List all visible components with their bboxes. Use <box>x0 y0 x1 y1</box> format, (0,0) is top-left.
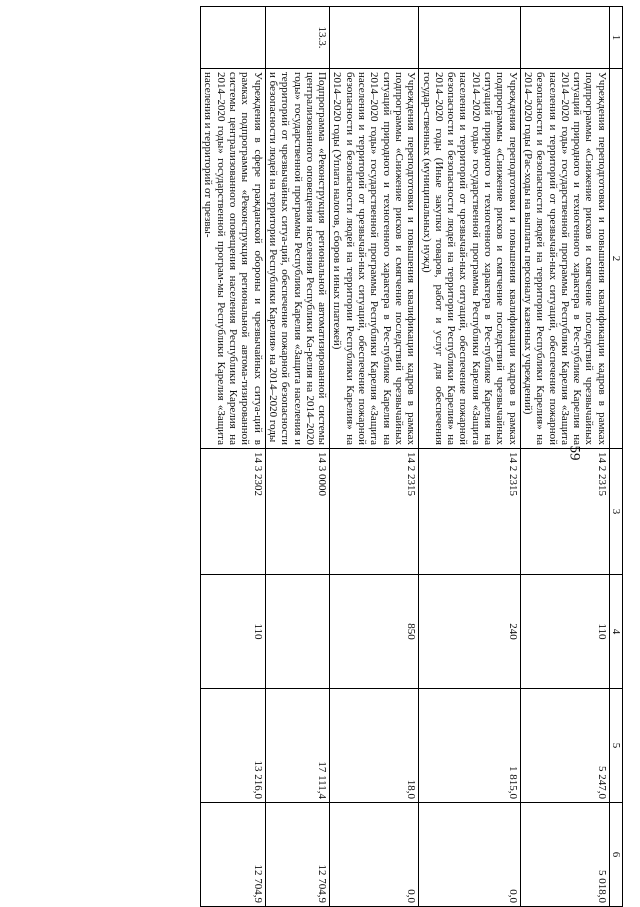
row-description: Учреждения в сфере гражданской обороны и чрезвычайных ситуа-ций в рамках подпрограммы «Реконструкция региональной автома-тизированной системы централизованного оповещения населения Республики Карелия на 2014–2020 годы» государственной програм-мы Республики Карелия «Защита населения и территорий от чрезвы- <box>201 69 265 449</box>
row-description: Учреждения переподготовки и повышения квалификации кадров в рамках подпрограммы «Снижение рисков и смягчение последствий чрезвычайных ситуаций природного и техногенного характера в Рес-публике Карелия на 2014–2020 годы» государственной программы Республики Карелия «Защита населения и территорий от чрезвычай-ных ситуаций, обеспечение пожарной безопасности и безопасности людей на территории Республики Карелия» на 2014–2020 годы (Уплата налогов, сборов и иных платежей) <box>330 69 419 449</box>
col-header-2: 2 <box>609 69 622 449</box>
amount-col-5: 5 247,0 <box>520 689 609 803</box>
expense-type-code: 240 <box>419 575 520 689</box>
target-article-code: 14 3 2302 <box>201 449 265 575</box>
amount-col-6: 5 018,0 <box>520 803 609 907</box>
col-header-5: 5 <box>609 689 622 803</box>
target-article-code: 14 2 2315 <box>520 449 609 575</box>
expense-type-code: 110 <box>520 575 609 689</box>
header-row <box>609 7 622 907</box>
amount-col-6: 0,0 <box>419 803 520 907</box>
table-row <box>201 7 265 907</box>
target-article-code: 14 3 0000 <box>265 449 329 575</box>
table-row <box>520 7 609 907</box>
table-row <box>265 7 329 907</box>
row-description: Подпрограмма «Реконструкция региональной автоматизированной системы централизованного оповещения населения Республики Ка-релия на 2014–2020 годы» государственной программы Республики Карелия «Защита населения и территорий от чрезвычайных ситуа-ций, обеспечение пожарной безопасности и безопасности людей на территории Республики Карелия» на 2014–2020 годы <box>265 69 329 449</box>
row-description: Учреждения переподготовки и повышения квалификации кадров в рамках подпрограммы «Снижение рисков и смягчение последствий чрезвычайных ситуаций природного и техногенного характера в Рес-публике Карелия на 2014–2020 годы» государственной программы Республики Карелия «Защита населения и территорий от чрезвычай-ных ситуаций, обеспечение пожарной безопасности и безопасности людей на территории Республики Карелия» на 2014–2020 годы (Рас-ходы на выплаты персоналу казенных учреждений) <box>520 69 609 449</box>
amount-col-5: 1 815,0 <box>419 689 520 803</box>
table-row <box>330 7 419 907</box>
expense-type-code <box>265 575 329 689</box>
amount-col-6: 12 704,9 <box>201 803 265 907</box>
amount-col-5: 13 216,0 <box>201 689 265 803</box>
amount-col-5: 18,0 <box>330 689 419 803</box>
expense-type-code: 110 <box>201 575 265 689</box>
amount-col-5: 17 111,4 <box>265 689 329 803</box>
col-header-3: 3 <box>609 449 622 575</box>
col-header-4: 4 <box>609 575 622 689</box>
col-header-1: 1 <box>609 7 622 69</box>
col-header-6: 6 <box>609 803 622 907</box>
row-number <box>520 7 609 69</box>
row-number <box>330 7 419 69</box>
table-row <box>419 7 520 907</box>
row-number <box>201 7 265 69</box>
page-number: 59 <box>566 445 583 461</box>
amount-col-6: 0,0 <box>330 803 419 907</box>
row-number: 13.3. <box>265 7 329 69</box>
target-article-code: 14 2 2315 <box>330 449 419 575</box>
rotated-table-wrapper <box>63 6 623 906</box>
row-description: Учреждения переподготовки и повышения квалификации кадров в рамках подпрограммы «Снижение рисков и смягчение последствий чрезвычайных ситуаций природного и техногенного характера в Рес-публике Карелия на 2014–2020 годы» государственной программы Республики Карелия «Защита населения и территорий от чрезвычай-ных ситуаций, обеспечение пожарной безопасности и безопасности людей на территории Республики Карелия» на 2014–2020 годы (Иные закупки товаров, работ и услуг для обеспечения государ-ственных (муниципальных) нужд) <box>419 69 520 449</box>
amount-col-6: 12 704,9 <box>265 803 329 907</box>
expense-type-code: 850 <box>330 575 419 689</box>
budget-table <box>200 6 623 907</box>
row-number <box>419 7 520 69</box>
target-article-code: 14 2 2315 <box>419 449 520 575</box>
